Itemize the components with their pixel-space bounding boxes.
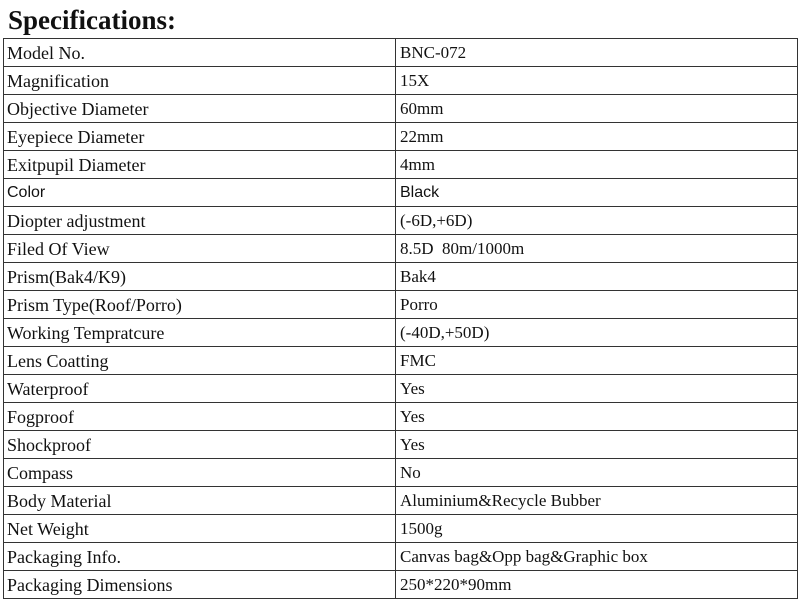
spec-value: Yes: [396, 403, 798, 431]
spec-label: Waterproof: [4, 375, 396, 403]
spec-label: Diopter adjustment: [4, 207, 396, 235]
spec-label: Model No.: [4, 39, 396, 67]
table-row: [4, 515, 798, 543]
table-row: [4, 459, 798, 487]
spec-value: 15X: [396, 67, 798, 95]
spec-value: FMC: [396, 347, 798, 375]
spec-value: Black: [396, 179, 798, 207]
spec-label: Filed Of View: [4, 235, 396, 263]
spec-label: Packaging Info.: [4, 543, 396, 571]
spec-label: Packaging Dimensions: [4, 571, 396, 599]
spec-label: Magnification: [4, 67, 396, 95]
page-title: Specifications:: [8, 5, 176, 35]
spec-label: Objective Diameter: [4, 95, 396, 123]
table-row: [4, 347, 798, 375]
table-row: [4, 319, 798, 347]
spec-label: Body Material: [4, 487, 396, 515]
spec-value: Porro: [396, 291, 798, 319]
spec-value: No: [396, 459, 798, 487]
spec-label: Compass: [4, 459, 396, 487]
table-row: [4, 543, 798, 571]
spec-label: Lens Coatting: [4, 347, 396, 375]
table-row: [4, 151, 798, 179]
spec-value: Bak4: [396, 263, 798, 291]
spec-label: Working Tempratcure: [4, 319, 396, 347]
spec-label: Color: [4, 179, 396, 207]
spec-label: Prism Type(Roof/Porro): [4, 291, 396, 319]
table-row: [4, 123, 798, 151]
spec-label: Prism(Bak4/K9): [4, 263, 396, 291]
spec-value: Yes: [396, 431, 798, 459]
spec-label: Shockproof: [4, 431, 396, 459]
table-row: [4, 291, 798, 319]
table-row: [4, 235, 798, 263]
table-row: [4, 487, 798, 515]
spec-value: 4mm: [396, 151, 798, 179]
table-row: [4, 403, 798, 431]
specifications-table: [3, 38, 798, 599]
spec-label: Eyepiece Diameter: [4, 123, 396, 151]
table-row: [4, 571, 798, 599]
spec-label: Exitpupil Diameter: [4, 151, 396, 179]
table-row: [4, 179, 798, 207]
table-row: [4, 375, 798, 403]
table-row: [4, 263, 798, 291]
spec-value: 8.5D 80m/1000m: [396, 235, 798, 263]
spec-value: (-40D,+50D): [396, 319, 798, 347]
spec-value: Yes: [396, 375, 798, 403]
spec-label: Net Weight: [4, 515, 396, 543]
spec-value: 250*220*90mm: [396, 571, 798, 599]
table-row: [4, 95, 798, 123]
spec-label: Fogproof: [4, 403, 396, 431]
spec-value: Aluminium&Recycle Bubber: [396, 487, 798, 515]
spec-value: 60mm: [396, 95, 798, 123]
table-row: [4, 67, 798, 95]
spec-value: (-6D,+6D): [396, 207, 798, 235]
table-row: [4, 207, 798, 235]
spec-value: 1500g: [396, 515, 798, 543]
spec-value: 22mm: [396, 123, 798, 151]
spec-value: BNC-072: [396, 39, 798, 67]
table-row: [4, 39, 798, 67]
table-row: [4, 431, 798, 459]
spec-value: Canvas bag&Opp bag&Graphic box: [396, 543, 798, 571]
